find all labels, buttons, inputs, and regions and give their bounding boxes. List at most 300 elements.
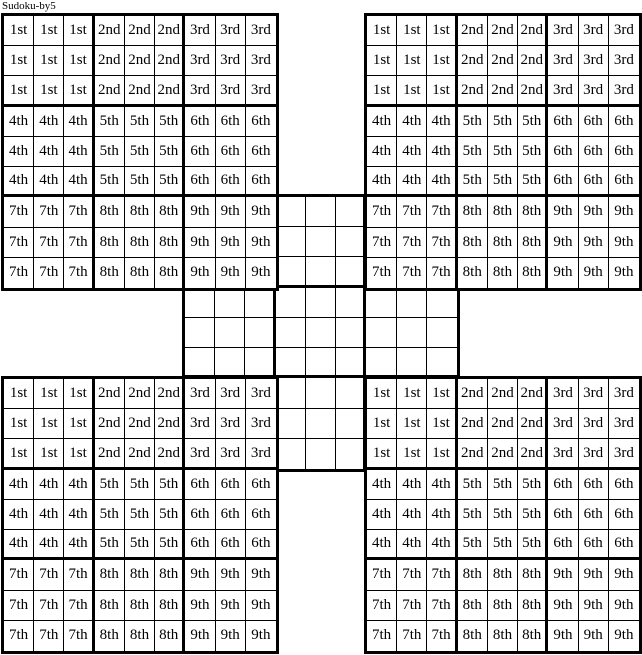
sudoku-cell[interactable]: 9th [246,560,276,590]
sudoku-cell[interactable]: 7th [427,197,457,227]
sudoku-cell[interactable]: 4th [397,167,427,197]
sudoku-cell[interactable]: 8th [458,197,488,227]
sudoku-cell[interactable]: 2nd [518,439,548,469]
sudoku-cell[interactable]: 8th [518,258,548,288]
sudoku-cell[interactable]: 8th [95,560,125,590]
sudoku-cell[interactable]: 6th [216,167,246,197]
sudoku-cell[interactable]: 9th [246,258,276,288]
sudoku-cell[interactable]: 6th [216,470,246,500]
sudoku-cell[interactable]: 4th [4,107,34,137]
sudoku-cell[interactable]: 3rd [548,76,578,106]
sudoku-cell[interactable]: 5th [458,167,488,197]
sudoku-cell[interactable] [276,318,306,348]
sudoku-cell[interactable]: 4th [34,167,64,197]
sudoku-cell[interactable]: 9th [185,258,215,288]
sudoku-cell[interactable]: 9th [609,621,639,651]
sudoku-cell[interactable]: 2nd [95,379,125,409]
sudoku-cell[interactable]: 3rd [579,409,609,439]
sudoku-cell[interactable]: 7th [397,621,427,651]
sudoku-cell[interactable]: 3rd [579,379,609,409]
sudoku-cell[interactable]: 9th [579,560,609,590]
sudoku-cell[interactable]: 9th [216,228,246,258]
sudoku-cell[interactable]: 1st [367,439,397,469]
sudoku-cell[interactable] [276,439,306,469]
sudoku-cell[interactable]: 6th [579,107,609,137]
sudoku-cell[interactable]: 3rd [579,16,609,46]
sudoku-cell[interactable]: 8th [155,228,185,258]
sudoku-cell[interactable]: 2nd [488,76,518,106]
sudoku-cell[interactable]: 6th [579,137,609,167]
sudoku-cell[interactable] [336,318,366,348]
sudoku-cell[interactable]: 4th [34,530,64,560]
sudoku-cell[interactable]: 3rd [216,439,246,469]
sudoku-cell[interactable]: 7th [34,591,64,621]
sudoku-cell[interactable]: 5th [95,107,125,137]
sudoku-cell[interactable]: 2nd [518,379,548,409]
sudoku-cell[interactable]: 5th [518,500,548,530]
sudoku-cell[interactable]: 1st [397,439,427,469]
sudoku-cell[interactable]: 8th [458,228,488,258]
sudoku-cell[interactable]: 1st [397,76,427,106]
sudoku-cell[interactable]: 7th [367,560,397,590]
sudoku-cell[interactable]: 4th [367,167,397,197]
sudoku-cell[interactable]: 5th [125,107,155,137]
sudoku-cell[interactable]: 7th [367,197,397,227]
sudoku-cell[interactable]: 2nd [458,379,488,409]
sudoku-cell[interactable] [306,439,336,469]
sudoku-cell[interactable]: 4th [427,470,457,500]
sudoku-cell[interactable]: 7th [4,591,34,621]
sudoku-cell[interactable]: 6th [216,107,246,137]
sudoku-cell[interactable]: 4th [64,137,94,167]
sudoku-cell[interactable]: 8th [518,228,548,258]
sudoku-cell[interactable]: 9th [216,258,246,288]
sudoku-cell[interactable] [336,257,366,287]
sudoku-cell[interactable]: 7th [34,621,64,651]
sudoku-cell[interactable]: 9th [246,228,276,258]
sudoku-cell[interactable]: 4th [427,107,457,137]
sudoku-cell[interactable]: 3rd [609,16,639,46]
sudoku-cell[interactable]: 4th [397,500,427,530]
sudoku-cell[interactable] [245,348,275,378]
sudoku-cell[interactable]: 9th [216,560,246,590]
sudoku-cell[interactable]: 8th [155,621,185,651]
sudoku-cell[interactable]: 6th [216,500,246,530]
sudoku-cell[interactable]: 9th [548,560,578,590]
sudoku-cell[interactable]: 3rd [185,379,215,409]
sudoku-cell[interactable] [336,409,366,439]
sudoku-cell[interactable]: 4th [4,137,34,167]
sudoku-cell[interactable]: 6th [246,500,276,530]
sudoku-cell[interactable]: 2nd [518,76,548,106]
sudoku-cell[interactable]: 4th [367,137,397,167]
sudoku-cell[interactable]: 6th [185,167,215,197]
sudoku-cell[interactable]: 3rd [548,379,578,409]
sudoku-cell[interactable]: 9th [579,258,609,288]
sudoku-cell[interactable]: 1st [34,16,64,46]
sudoku-cell[interactable]: 9th [579,197,609,227]
sudoku-cell[interactable] [336,439,366,469]
sudoku-cell[interactable]: 1st [367,409,397,439]
sudoku-cell[interactable]: 3rd [579,76,609,106]
sudoku-cell[interactable]: 2nd [458,76,488,106]
sudoku-cell[interactable] [185,348,215,378]
sudoku-cell[interactable]: 7th [367,591,397,621]
sudoku-cell[interactable]: 1st [367,16,397,46]
sudoku-cell[interactable]: 3rd [185,46,215,76]
sudoku-cell[interactable]: 1st [4,409,34,439]
sudoku-cell[interactable]: 3rd [246,379,276,409]
sudoku-cell[interactable] [215,318,245,348]
sudoku-cell[interactable]: 4th [34,470,64,500]
sudoku-cell[interactable]: 7th [427,228,457,258]
sudoku-cell[interactable] [215,288,245,318]
sudoku-cell[interactable]: 9th [185,228,215,258]
sudoku-cell[interactable]: 5th [518,107,548,137]
sudoku-cell[interactable]: 1st [64,409,94,439]
sudoku-cell[interactable]: 1st [64,16,94,46]
sudoku-cell[interactable]: 4th [427,500,457,530]
sudoku-cell[interactable]: 2nd [125,46,155,76]
sudoku-cell[interactable] [306,288,336,318]
sudoku-cell[interactable]: 7th [397,197,427,227]
sudoku-cell[interactable]: 9th [548,197,578,227]
sudoku-cell[interactable]: 6th [579,500,609,530]
sudoku-cell[interactable]: 2nd [518,409,548,439]
sudoku-cell[interactable]: 8th [125,560,155,590]
sudoku-cell[interactable]: 2nd [488,46,518,76]
sudoku-cell[interactable]: 9th [548,228,578,258]
sudoku-cell[interactable] [185,318,215,348]
sudoku-cell[interactable]: 2nd [458,16,488,46]
sudoku-cell[interactable]: 1st [64,76,94,106]
sudoku-cell[interactable]: 2nd [125,409,155,439]
sudoku-cell[interactable]: 4th [397,470,427,500]
sudoku-cell[interactable]: 1st [34,46,64,76]
sudoku-cell[interactable]: 9th [548,621,578,651]
sudoku-cell[interactable]: 9th [609,228,639,258]
sudoku-cell[interactable]: 1st [64,46,94,76]
sudoku-cell[interactable]: 7th [397,560,427,590]
sudoku-cell[interactable]: 1st [34,76,64,106]
sudoku-cell[interactable]: 8th [95,197,125,227]
sudoku-cell[interactable] [336,227,366,257]
sudoku-cell[interactable]: 6th [548,137,578,167]
sudoku-cell[interactable]: 1st [4,76,34,106]
sudoku-cell[interactable]: 6th [185,137,215,167]
sudoku-cell[interactable]: 4th [4,530,34,560]
sudoku-cell[interactable] [276,348,306,378]
sudoku-cell[interactable]: 7th [64,197,94,227]
sudoku-cell[interactable]: 3rd [579,439,609,469]
sudoku-cell[interactable]: 4th [4,470,34,500]
sudoku-cell[interactable]: 8th [518,621,548,651]
sudoku-cell[interactable]: 4th [367,530,397,560]
sudoku-cell[interactable]: 8th [155,197,185,227]
sudoku-cell[interactable]: 9th [548,258,578,288]
sudoku-cell[interactable] [276,197,306,227]
sudoku-cell[interactable]: 6th [246,107,276,137]
sudoku-cell[interactable]: 7th [367,621,397,651]
sudoku-cell[interactable]: 8th [95,258,125,288]
sudoku-cell[interactable]: 9th [548,591,578,621]
sudoku-cell[interactable]: 7th [397,228,427,258]
sudoku-cell[interactable]: 2nd [125,76,155,106]
sudoku-cell[interactable]: 3rd [246,46,276,76]
sudoku-cell[interactable]: 6th [609,137,639,167]
sudoku-cell[interactable]: 3rd [548,46,578,76]
sudoku-cell[interactable]: 2nd [488,379,518,409]
sudoku-cell[interactable]: 9th [216,197,246,227]
sudoku-cell[interactable]: 8th [155,591,185,621]
sudoku-cell[interactable] [276,257,306,287]
sudoku-cell[interactable]: 6th [548,470,578,500]
sudoku-cell[interactable]: 3rd [216,379,246,409]
sudoku-cell[interactable]: 6th [548,500,578,530]
sudoku-cell[interactable]: 5th [125,530,155,560]
sudoku-cell[interactable]: 3rd [216,76,246,106]
sudoku-cell[interactable]: 6th [185,107,215,137]
sudoku-cell[interactable]: 7th [397,258,427,288]
sudoku-cell[interactable]: 6th [246,167,276,197]
sudoku-cell[interactable]: 9th [185,560,215,590]
sudoku-cell[interactable] [366,348,396,378]
sudoku-cell[interactable]: 7th [4,621,34,651]
sudoku-cell[interactable]: 9th [185,621,215,651]
sudoku-cell[interactable]: 2nd [125,379,155,409]
sudoku-cell[interactable]: 2nd [95,439,125,469]
sudoku-cell[interactable]: 8th [458,560,488,590]
sudoku-cell[interactable]: 3rd [246,439,276,469]
sudoku-cell[interactable]: 2nd [458,409,488,439]
sudoku-cell[interactable]: 6th [548,107,578,137]
sudoku-cell[interactable]: 5th [518,530,548,560]
sudoku-cell[interactable]: 6th [246,530,276,560]
sudoku-cell[interactable]: 3rd [548,439,578,469]
sudoku-cell[interactable]: 4th [397,107,427,137]
sudoku-cell[interactable]: 2nd [155,16,185,46]
sudoku-cell[interactable]: 6th [579,470,609,500]
sudoku-cell[interactable]: 8th [458,591,488,621]
sudoku-cell[interactable]: 2nd [155,76,185,106]
sudoku-cell[interactable] [306,227,336,257]
sudoku-cell[interactable]: 2nd [125,16,155,46]
sudoku-cell[interactable]: 3rd [548,409,578,439]
sudoku-cell[interactable]: 7th [64,591,94,621]
sudoku-cell[interactable]: 7th [64,621,94,651]
sudoku-cell[interactable]: 1st [397,46,427,76]
sudoku-cell[interactable]: 9th [185,197,215,227]
sudoku-cell[interactable]: 7th [64,560,94,590]
sudoku-cell[interactable]: 2nd [518,16,548,46]
sudoku-cell[interactable]: 6th [579,167,609,197]
sudoku-cell[interactable]: 1st [34,379,64,409]
sudoku-cell[interactable]: 7th [427,621,457,651]
sudoku-cell[interactable]: 7th [64,258,94,288]
sudoku-cell[interactable]: 4th [64,107,94,137]
sudoku-cell[interactable]: 5th [458,107,488,137]
sudoku-cell[interactable]: 8th [488,560,518,590]
sudoku-cell[interactable] [185,288,215,318]
sudoku-cell[interactable]: 8th [125,591,155,621]
sudoku-cell[interactable]: 6th [246,470,276,500]
sudoku-cell[interactable]: 7th [34,258,64,288]
sudoku-cell[interactable]: 3rd [548,16,578,46]
sudoku-cell[interactable]: 2nd [518,46,548,76]
sudoku-cell[interactable]: 5th [518,137,548,167]
sudoku-cell[interactable]: 4th [34,107,64,137]
sudoku-cell[interactable] [306,197,336,227]
sudoku-cell[interactable]: 2nd [488,16,518,46]
sudoku-cell[interactable]: 2nd [458,46,488,76]
sudoku-cell[interactable]: 9th [579,621,609,651]
sudoku-cell[interactable]: 8th [458,621,488,651]
sudoku-cell[interactable]: 9th [216,621,246,651]
sudoku-cell[interactable]: 7th [397,591,427,621]
sudoku-cell[interactable]: 8th [488,591,518,621]
sudoku-cell[interactable]: 1st [367,379,397,409]
sudoku-cell[interactable]: 5th [488,167,518,197]
sudoku-cell[interactable]: 1st [397,379,427,409]
sudoku-cell[interactable]: 9th [246,591,276,621]
sudoku-cell[interactable]: 1st [4,16,34,46]
sudoku-cell[interactable]: 5th [125,470,155,500]
sudoku-cell[interactable]: 2nd [488,409,518,439]
sudoku-cell[interactable]: 4th [34,500,64,530]
sudoku-cell[interactable]: 5th [458,500,488,530]
sudoku-cell[interactable]: 7th [427,591,457,621]
sudoku-cell[interactable]: 5th [488,470,518,500]
sudoku-cell[interactable]: 3rd [609,46,639,76]
sudoku-cell[interactable]: 2nd [458,439,488,469]
sudoku-cell[interactable]: 1st [367,76,397,106]
sudoku-cell[interactable]: 8th [488,197,518,227]
sudoku-cell[interactable]: 3rd [609,379,639,409]
sudoku-cell[interactable]: 4th [64,530,94,560]
sudoku-cell[interactable]: 6th [609,167,639,197]
sudoku-cell[interactable]: 4th [64,500,94,530]
sudoku-cell[interactable]: 7th [4,258,34,288]
sudoku-cell[interactable]: 5th [488,500,518,530]
sudoku-cell[interactable]: 8th [155,560,185,590]
sudoku-cell[interactable] [336,288,366,318]
sudoku-cell[interactable]: 8th [458,258,488,288]
sudoku-cell[interactable]: 6th [216,530,246,560]
sudoku-cell[interactable] [276,288,306,318]
sudoku-cell[interactable] [306,378,336,408]
sudoku-cell[interactable]: 6th [216,137,246,167]
sudoku-cell[interactable] [276,409,306,439]
sudoku-cell[interactable]: 1st [427,46,457,76]
sudoku-cell[interactable] [366,318,396,348]
sudoku-cell[interactable] [427,348,457,378]
sudoku-cell[interactable]: 7th [4,560,34,590]
sudoku-cell[interactable]: 7th [367,228,397,258]
sudoku-cell[interactable]: 5th [95,470,125,500]
sudoku-cell[interactable]: 2nd [95,76,125,106]
sudoku-cell[interactable]: 1st [4,46,34,76]
sudoku-cell[interactable]: 9th [579,228,609,258]
sudoku-cell[interactable] [397,348,427,378]
sudoku-cell[interactable]: 6th [185,530,215,560]
sudoku-cell[interactable] [366,288,396,318]
sudoku-cell[interactable]: 6th [548,530,578,560]
sudoku-cell[interactable]: 1st [34,409,64,439]
sudoku-cell[interactable]: 7th [427,560,457,590]
sudoku-cell[interactable] [397,318,427,348]
sudoku-cell[interactable]: 5th [155,470,185,500]
sudoku-cell[interactable]: 1st [34,439,64,469]
sudoku-cell[interactable]: 5th [155,107,185,137]
sudoku-cell[interactable]: 5th [155,167,185,197]
sudoku-cell[interactable] [245,288,275,318]
sudoku-cell[interactable]: 5th [95,137,125,167]
sudoku-cell[interactable]: 5th [488,530,518,560]
sudoku-cell[interactable]: 3rd [609,409,639,439]
sudoku-cell[interactable]: 5th [155,530,185,560]
sudoku-cell[interactable]: 1st [427,76,457,106]
sudoku-cell[interactable]: 7th [427,258,457,288]
sudoku-cell[interactable]: 4th [367,500,397,530]
sudoku-cell[interactable]: 9th [609,197,639,227]
sudoku-cell[interactable] [427,318,457,348]
sudoku-cell[interactable]: 3rd [579,46,609,76]
sudoku-cell[interactable] [427,288,457,318]
sudoku-cell[interactable]: 5th [488,107,518,137]
sudoku-cell[interactable]: 3rd [185,439,215,469]
sudoku-cell[interactable]: 5th [155,500,185,530]
sudoku-cell[interactable]: 3rd [609,439,639,469]
sudoku-cell[interactable]: 6th [609,470,639,500]
sudoku-cell[interactable]: 1st [427,409,457,439]
sudoku-cell[interactable]: 8th [95,621,125,651]
sudoku-cell[interactable]: 1st [4,439,34,469]
sudoku-cell[interactable]: 8th [125,197,155,227]
sudoku-cell[interactable]: 5th [125,137,155,167]
sudoku-cell[interactable]: 5th [488,137,518,167]
sudoku-cell[interactable]: 9th [609,258,639,288]
sudoku-cell[interactable]: 8th [95,228,125,258]
sudoku-cell[interactable]: 5th [125,500,155,530]
sudoku-cell[interactable]: 7th [34,228,64,258]
sudoku-cell[interactable]: 9th [609,560,639,590]
sudoku-cell[interactable]: 6th [185,470,215,500]
sudoku-cell[interactable]: 4th [4,167,34,197]
sudoku-cell[interactable]: 5th [155,137,185,167]
sudoku-cell[interactable]: 5th [95,167,125,197]
sudoku-cell[interactable]: 8th [155,258,185,288]
sudoku-cell[interactable]: 3rd [609,76,639,106]
sudoku-cell[interactable] [276,378,306,408]
sudoku-cell[interactable]: 5th [518,470,548,500]
sudoku-cell[interactable]: 1st [64,379,94,409]
sudoku-cell[interactable]: 4th [4,500,34,530]
sudoku-cell[interactable]: 6th [548,167,578,197]
sudoku-cell[interactable]: 4th [427,137,457,167]
sudoku-cell[interactable]: 1st [64,439,94,469]
sudoku-cell[interactable]: 4th [64,167,94,197]
sudoku-cell[interactable]: 7th [34,560,64,590]
sudoku-cell[interactable]: 9th [246,197,276,227]
sudoku-cell[interactable]: 6th [609,530,639,560]
sudoku-cell[interactable] [306,318,336,348]
sudoku-cell[interactable]: 2nd [155,46,185,76]
sudoku-cell[interactable] [215,348,245,378]
sudoku-cell[interactable]: 2nd [95,16,125,46]
sudoku-cell[interactable]: 9th [216,591,246,621]
sudoku-cell[interactable]: 8th [488,621,518,651]
sudoku-cell[interactable]: 8th [488,258,518,288]
